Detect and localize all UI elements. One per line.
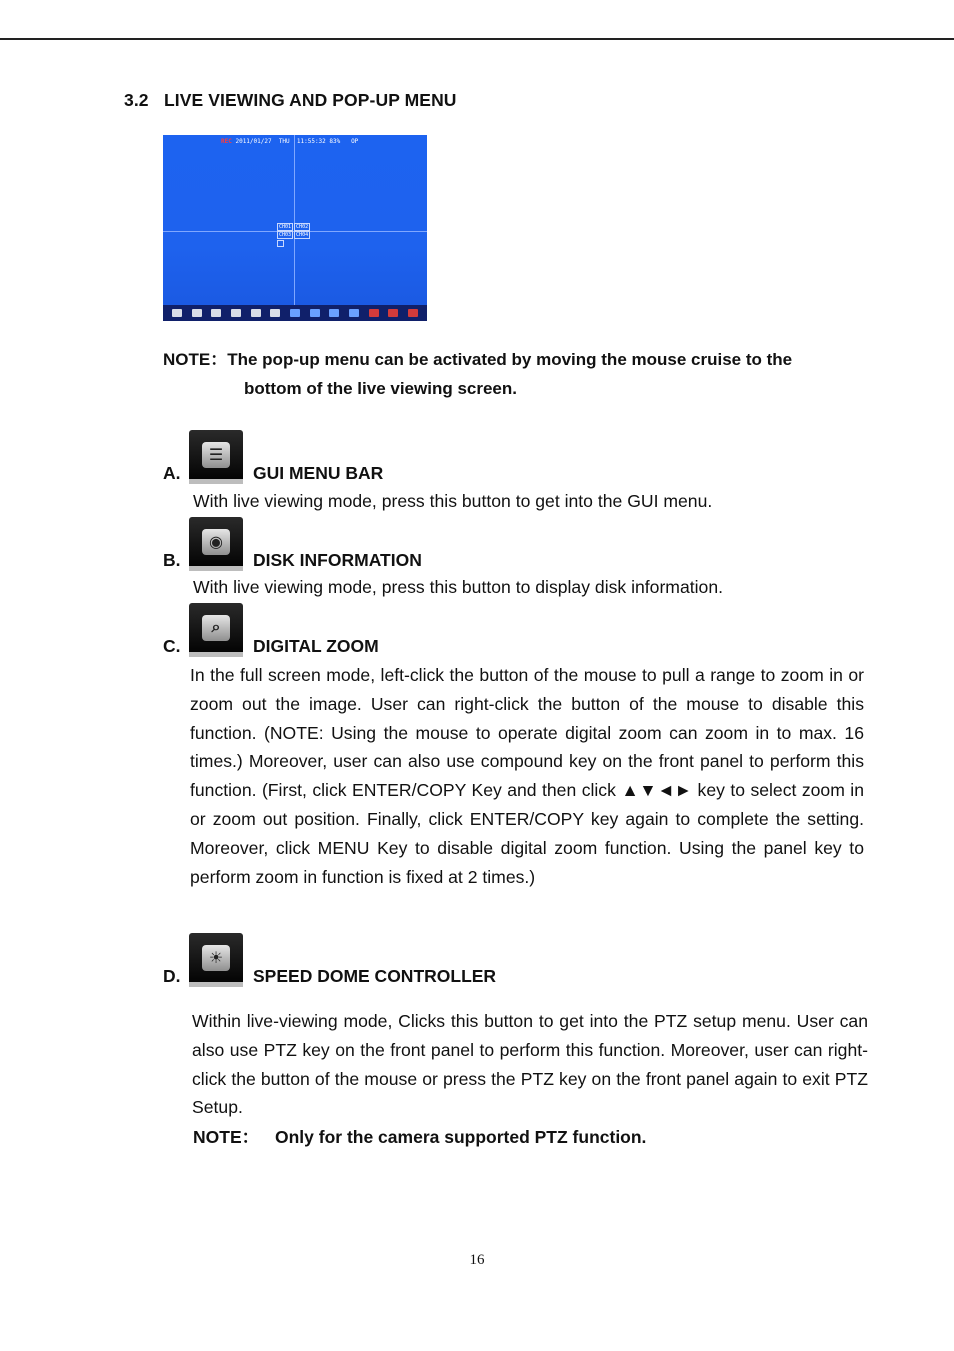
note-text: Only for the camera supported PTZ function. [275,1127,647,1147]
alarm-icon [388,309,398,317]
item-a-text: With live viewing mode, press this button to get into the GUI menu. [193,491,713,511]
item-b-heading [163,517,422,571]
note-label: NOTE： [193,1127,260,1147]
zoom-icon [211,309,221,317]
rec-indicator: REC [221,138,232,145]
channel-label: CH04 [296,232,309,238]
item-title: SPEED DOME CONTROLLER [253,966,497,986]
disk-icon [192,309,202,317]
item-letter: B. [163,550,181,570]
note-popup-menu [163,345,883,403]
item-d-text: Within live-viewing mode, Clicks this button to get into the PTZ setup menu. User can also use PTZ key on the front panel to perform this function. Moreover, user can right-click the button of the mouse or press the PTZ key on the front panel again to exit PTZ Setup. [192,1011,868,1118]
popup-menu-bar [163,305,427,321]
gui-menu-icon: ☰ [189,430,243,484]
channel-label: CH02 [296,224,309,230]
section-heading [124,90,457,111]
note-ptz [193,1124,646,1149]
item-b-text: With live viewing mode, press this button to display disk information. [193,577,724,597]
note-line-2: bottom of the live viewing screen. [244,379,517,398]
menu-icon [172,309,182,317]
speed-dome-icon: ☀ [189,933,243,987]
item-letter: A. [163,463,181,483]
page-number: 16 [469,1252,485,1268]
item-c-heading [163,603,379,657]
top-rule [0,38,954,40]
live-view-screenshot [163,135,427,321]
section-title: LIVE VIEWING AND POP-UP MENU [164,90,457,110]
channel-3-icon [329,309,339,317]
channel-label: CH03 [279,232,292,238]
channel-labels [277,223,311,249]
channel-2-icon [310,309,320,317]
osd-datetime: 2011/01/27 THU 11:55:32 83% OP [235,138,359,145]
ptz-icon [231,309,241,317]
playback-icon [251,309,261,317]
record-icon [369,309,379,317]
item-letter: C. [163,636,181,656]
sequence-icon [277,240,284,247]
osd-status [221,138,358,145]
item-title: DISK INFORMATION [253,550,422,570]
item-title: GUI MENU BAR [253,463,384,483]
item-d-heading [163,933,496,987]
power-icon [408,309,418,317]
item-c-text: In the full screen mode, left-click the button of the mouse to pull a range to zoom in or zoom out the image. User can right-click the button of the mouse to disable this function. (NOTE: Using the mouse to operate digital zoom can zoom in to max. 16 times.) Moreover, user can also use compound key on the front panel to perform this function. (First, click ENTER/COPY Key and then click ▲▼◄► key to select zoom in or zoom out position. Finally, click ENTER/COPY key again to complete the setting. Moreover, click MENU Key to disable digital zoom function. Using the panel key to perform zoom in function is fixed at 2 times.) [190,665,864,887]
item-a-heading [163,430,383,484]
note-line-1: NOTE：The pop-up menu can be activated by moving the mouse cruise to the [163,350,793,369]
channel-1-icon [290,309,300,317]
section-number: 3.2 [124,90,149,110]
disk-icon: ◉ [189,517,243,571]
channel-label: CH01 [279,224,292,230]
digital-zoom-icon: ⌕ [189,603,243,657]
channel-4-icon [349,309,359,317]
lock-icon [270,309,280,317]
grid-divider-vertical [294,135,295,305]
item-title: DIGITAL ZOOM [253,636,379,656]
item-letter: D. [163,966,181,986]
